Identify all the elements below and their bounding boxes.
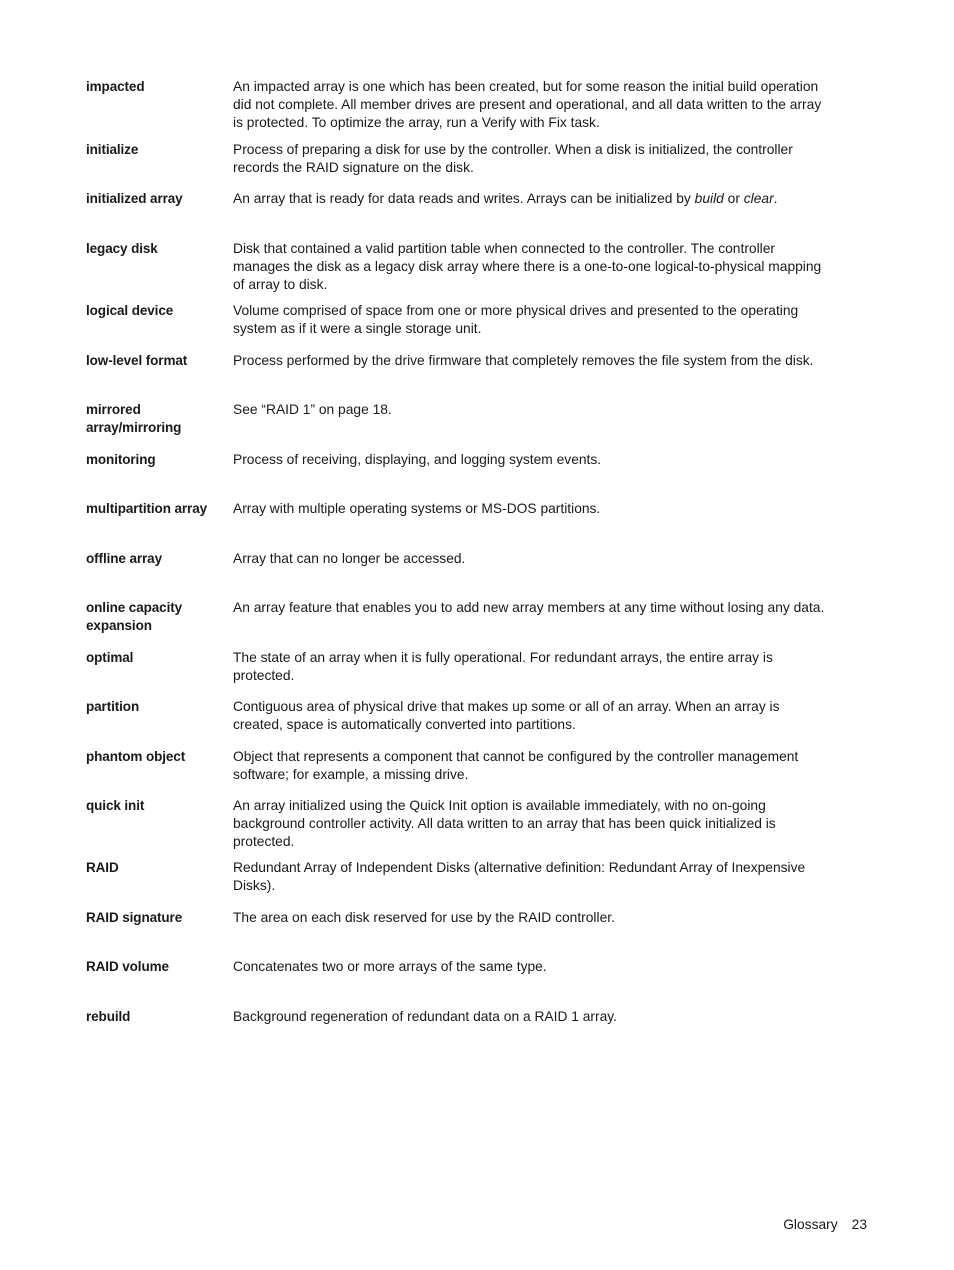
glossary-term bbox=[86, 401, 233, 437]
glossary-definition: Contiguous area of physical drive that makes up some or all of an array. When an array is created, space is automatically converted into partitions. bbox=[233, 699, 780, 732]
glossary-definition bbox=[233, 190, 826, 208]
glossary-term: phantom object bbox=[86, 749, 186, 764]
glossary-term: logical device bbox=[86, 303, 174, 318]
glossary-entry-raid-volume bbox=[86, 958, 826, 1008]
glossary-term: optimal bbox=[86, 650, 134, 665]
definition-text: An array that is ready for data reads and writes. Arrays can be initialized by bbox=[233, 191, 695, 206]
term-line: mirrored bbox=[86, 402, 141, 417]
glossary-entry-rebuild bbox=[86, 1008, 826, 1048]
glossary-definition: The area on each disk reserved for use by the RAID controller. bbox=[233, 910, 615, 925]
glossary-entry-initialized-array bbox=[86, 190, 826, 240]
glossary-term: multipartition array bbox=[86, 501, 208, 516]
glossary-term bbox=[86, 599, 233, 635]
glossary-entry-low-level-format bbox=[86, 352, 826, 401]
glossary-entry-optimal bbox=[86, 649, 826, 698]
glossary-term: partition bbox=[86, 699, 140, 714]
glossary-entry-partition bbox=[86, 698, 826, 748]
glossary-entry-mirrored-array bbox=[86, 401, 826, 451]
glossary-term: quick init bbox=[86, 798, 145, 813]
glossary-term: rebuild bbox=[86, 1009, 131, 1024]
glossary-definition: An array initialized using the Quick Init option is available immediately, with no on-going background controller activity. All data written to an array that has been quick initialized is protected. bbox=[233, 798, 776, 849]
glossary-entry-quick-init bbox=[86, 797, 826, 859]
glossary-definition: The state of an array when it is fully operational. For redundant arrays, the entire array is protected. bbox=[233, 650, 773, 683]
glossary-entry-logical-device bbox=[86, 302, 826, 352]
glossary-definition: Process performed by the drive firmware that completely removes the file system from the disk. bbox=[233, 353, 814, 368]
glossary-term: RAID bbox=[86, 860, 119, 875]
glossary-definition: Object that represents a component that cannot be configured by the controller management software; for example, a missing drive. bbox=[233, 749, 799, 782]
definition-emphasis: build bbox=[694, 191, 724, 206]
page-footer bbox=[783, 1216, 867, 1234]
glossary-definition: Concatenates two or more arrays of the same type. bbox=[233, 959, 547, 974]
glossary-entry-raid-signature bbox=[86, 909, 826, 958]
glossary-term: legacy disk bbox=[86, 241, 158, 256]
glossary-term: low-level format bbox=[86, 353, 188, 368]
glossary-list bbox=[86, 78, 826, 1048]
glossary-definition: Background regeneration of redundant data on a RAID 1 array. bbox=[233, 1009, 618, 1024]
glossary-definition: Redundant Array of Independent Disks (alternative definition: Redundant Array of Inexpensive Disks). bbox=[233, 860, 806, 893]
term-line: online capacity bbox=[86, 600, 183, 615]
glossary-definition: Process of preparing a disk for use by the controller. When a disk is initialized, the controller records the RAID signature on the disk. bbox=[233, 142, 793, 175]
definition-text: . bbox=[773, 191, 778, 206]
glossary-term: RAID signature bbox=[86, 910, 183, 925]
footer-section-name: Glossary bbox=[783, 1217, 838, 1232]
glossary-definition: See “RAID 1” on page 18. bbox=[233, 402, 392, 417]
glossary-entry-raid bbox=[86, 859, 826, 909]
glossary-definition: An array feature that enables you to add new array members at any time without losing any data. bbox=[233, 600, 825, 615]
term-line: expansion bbox=[86, 618, 152, 633]
glossary-entry-multipartition-array bbox=[86, 500, 826, 550]
glossary-entry-initialize bbox=[86, 141, 826, 190]
definition-text: or bbox=[723, 191, 744, 206]
page-number: 23 bbox=[851, 1217, 867, 1232]
glossary-term: offline array bbox=[86, 551, 162, 566]
glossary-entry-legacy-disk bbox=[86, 240, 826, 302]
glossary-definition: Volume comprised of space from one or more physical drives and presented to the operating system as if it were a single storage unit. bbox=[233, 303, 799, 336]
glossary-definition: An impacted array is one which has been created, but for some reason the initial build operation did not complete. All member drives are present and operational, and all data written to the array is protected. To optimize the array, run a Verify with Fix task. bbox=[233, 79, 822, 130]
glossary-term: initialized array bbox=[86, 191, 183, 206]
glossary-term: monitoring bbox=[86, 452, 156, 467]
glossary-entry-phantom-object bbox=[86, 748, 826, 797]
glossary-term: impacted bbox=[86, 79, 145, 94]
glossary-definition: Array that can no longer be accessed. bbox=[233, 551, 466, 566]
glossary-entry-monitoring bbox=[86, 451, 826, 500]
glossary-term: RAID volume bbox=[86, 959, 169, 974]
term-line: array/mirroring bbox=[86, 420, 182, 435]
definition-emphasis: clear bbox=[743, 191, 774, 206]
glossary-entry-offline-array bbox=[86, 550, 826, 599]
glossary-definition: Array with multiple operating systems or MS-DOS partitions. bbox=[233, 501, 601, 516]
glossary-entry-online-capacity-expansion bbox=[86, 599, 826, 649]
glossary-definition: Disk that contained a valid partition table when connected to the controller. The controller manages the disk as a legacy disk array where there is a one-to-one logical-to-physical mapping of array to disk. bbox=[233, 241, 822, 292]
glossary-entry-impacted bbox=[86, 78, 826, 141]
glossary-term: initialize bbox=[86, 142, 139, 157]
glossary-definition: Process of receiving, displaying, and logging system events. bbox=[233, 452, 602, 467]
